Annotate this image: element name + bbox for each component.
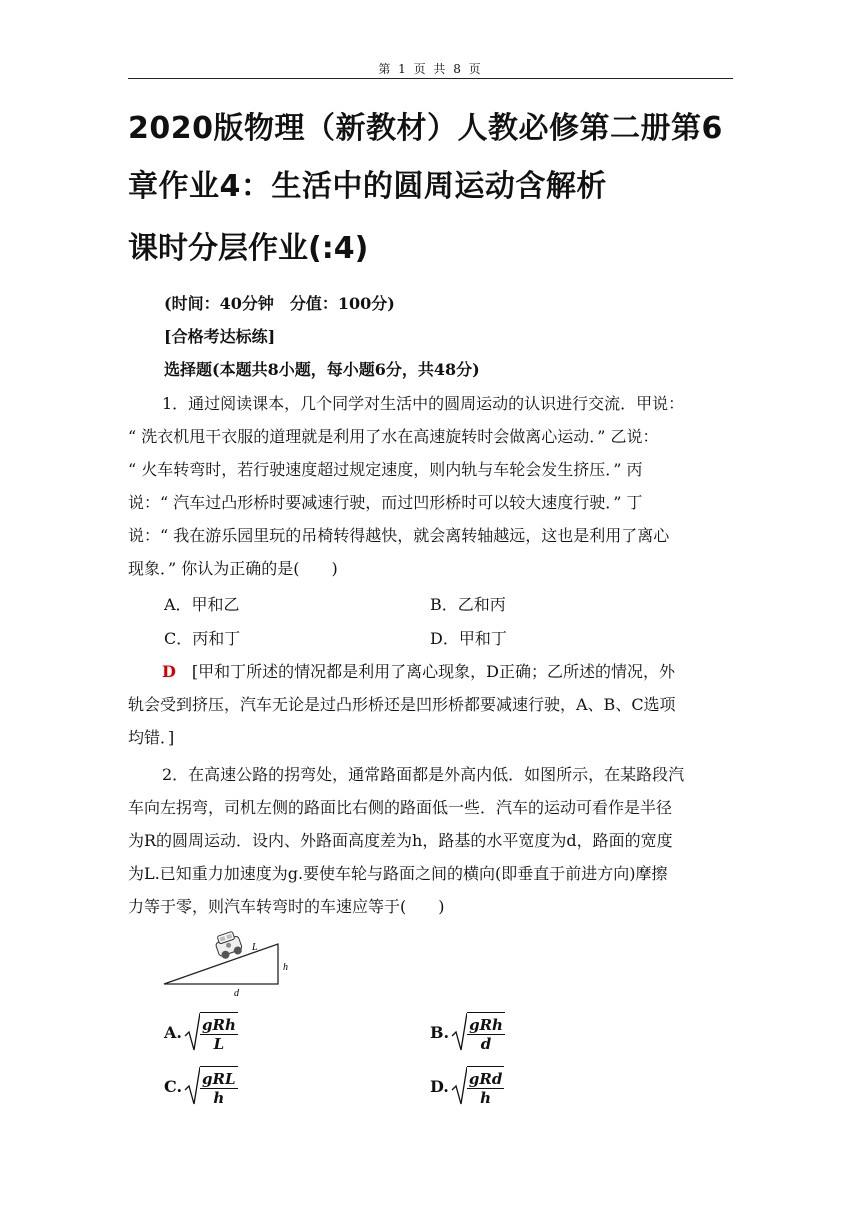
q1-option-a: A．甲和乙 [164,595,240,614]
q2-option-a [164,1012,238,1053]
document-title [128,100,738,216]
q2-line-2: 车向左拐弯，司机左侧的路面比右侧的路面低一些．汽车的运动可看作是半径 [128,798,673,817]
car-illustration [213,930,244,961]
q1-option-d: D．甲和丁 [430,629,507,648]
q1-explanation-text-1: [甲和丁所述的情况都是利用了离心现象，D正确；乙所述的情况，外 [191,662,675,681]
title-line-1: 2020版物理（新教材）人教必修第二册第6 [128,111,723,146]
q2-option-b-denominator: d [480,1035,492,1053]
q2-option-d-numerator: gRd [468,1070,503,1088]
question-2 [128,758,733,923]
q1-option-b: B．乙和丙 [430,595,506,614]
q2-line-1: 2．在高速公路的拐弯处，通常路面都是外高内低．如图所示，在某路段汽 [162,765,685,784]
section-heading: [合格考达标练] [164,327,276,346]
q1-line-1: 1．通过阅读课本，几个同学对生活中的圆周运动的认识进行交流．甲说： [162,394,685,413]
q2-option-b [430,1012,505,1053]
q2-line-3: 为R的圆周运动．设内、外路面高度差为h，路基的水平宽度为d，路面的宽度 [128,831,673,850]
q1-line-3: “ 火车转弯时，若行驶速度超过规定速度，则内轨与车轮会发生挤压．” 丙 [128,460,643,479]
time-score-info: (时间：40分钟 分值：100分) [164,294,395,313]
q2-line-4: 为L.已知重力加速度为g.要使车轮与路面之间的横向(即垂直于前进方向)摩擦 [128,864,668,883]
q1-explanation [128,655,733,754]
q1-option-c: C．丙和丁 [164,629,241,648]
q2-option-c-label: C. [164,1077,183,1096]
q2-option-a-numerator: gRh [201,1016,236,1034]
banked-road-figure [160,928,300,1000]
label-d: d [234,988,239,999]
sqrt-icon [451,1066,504,1107]
q1-explanation-line-3: 均错．] [128,728,175,747]
q2-option-d-label: D. [430,1077,449,1096]
title-line-2: 章作业4：生活中的圆周运动含解析 [128,169,607,204]
q2-option-d [430,1066,504,1107]
q2-option-b-label: B. [430,1023,450,1042]
header-rule [128,78,733,79]
q2-option-c [164,1066,238,1107]
q1-answer-letter: D [162,662,176,681]
q1-line-5: 说：“ 我在游乐园里玩的吊椅转得越快，就会离转轴越远，这也是利用了离心 [128,526,670,545]
q2-option-a-denominator: L [213,1035,225,1053]
page-header: 第 1 页 共 8 页 [378,62,483,76]
label-h: h [283,962,288,973]
q1-explanation-line-1 [128,655,733,688]
choice-heading-text: 选择题(本题共8小题，每小题6分，共48分) [164,360,480,379]
q1-line-6: 现象．” 你认为正确的是( ) [128,559,338,578]
q2-option-c-numerator: gRL [202,1070,236,1088]
sqrt-icon [451,1012,505,1053]
document-subtitle: 课时分层作业(:4) [128,231,369,266]
q2-option-d-denominator: h [480,1089,492,1107]
choice-heading [164,353,769,386]
label-L: L [252,942,258,953]
sqrt-icon [184,1066,238,1107]
q1-line-2: “ 洗衣机甩干衣服的道理就是利用了水在高速旋转时会做离心运动．” 乙说： [128,427,659,446]
q1-explanation-line-2: 轨会受到挤压，汽车无论是过凸形桥还是凹形桥都要减速行驶，A、B、C选项 [128,695,676,714]
q2-line-5: 力等于零，则汽车转弯时的车速应等于( ) [128,897,445,916]
q2-option-c-denominator: h [213,1089,225,1107]
q1-line-4: 说：“ 汽车过凸形桥时要减速行驶，而过凹形桥时可以较大速度行驶．” 丁 [128,493,643,512]
question-1 [128,387,733,585]
q2-option-a-label: A. [164,1023,182,1042]
sqrt-icon [184,1012,238,1053]
q2-option-b-numerator: gRh [469,1016,503,1034]
